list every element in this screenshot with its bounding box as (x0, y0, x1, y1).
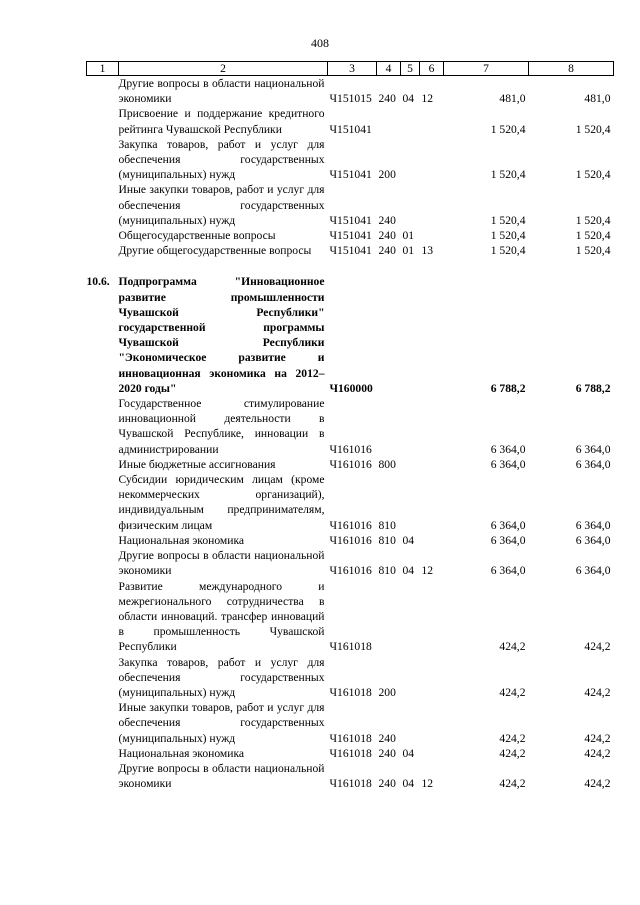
row-name: Закупка товаров, работ и услуг для обеспечения государственных (муниципальных) нужд (118, 137, 325, 182)
table-row (87, 274, 614, 396)
row-amount-col7: 6 364,0 (490, 564, 526, 578)
row-amount-col7: 1 520,4 (490, 229, 526, 243)
row-subsection (420, 396, 444, 457)
row-expense-type: 240 (378, 92, 396, 106)
spacer-cell (87, 258, 614, 274)
row-amount-col7: 424,2 (499, 731, 526, 745)
row-expense-type: 810 (378, 564, 396, 578)
row-number (87, 761, 119, 791)
row-section: 04 (402, 746, 415, 760)
row-number (87, 457, 119, 472)
row-section (401, 396, 420, 457)
row-amount-col8: 6 364,0 (575, 442, 611, 456)
row-section (401, 182, 420, 228)
row-number (87, 472, 119, 533)
row-amount-col7: 1 520,4 (490, 168, 526, 182)
row-target-code: Ч161016 (329, 518, 372, 532)
table-row (87, 700, 614, 746)
row-number (87, 396, 119, 457)
row-target-code: Ч151041 (329, 229, 372, 243)
header-col-1: 1 (87, 62, 119, 76)
row-amount-col7: 424,2 (499, 640, 526, 654)
row-amount-col7: 424,2 (499, 685, 526, 699)
table-row (87, 548, 614, 578)
row-number (87, 548, 119, 578)
table-row (87, 137, 614, 183)
row-amount-col7: 1 520,4 (490, 213, 526, 227)
row-amount-col7: 1 520,4 (490, 122, 526, 136)
row-expense-type (377, 396, 401, 457)
row-name: Государственное стимулирование инновационной деятельности в Чувашской Республике, инновации в администрировании (118, 397, 325, 456)
table-row (87, 761, 614, 791)
row-expense-type: 800 (378, 457, 396, 471)
row-name: Закупка товаров, работ и услуг для обеспечения государственных (муниципальных) нужд (118, 655, 325, 699)
row-amount-col8: 6 364,0 (575, 457, 611, 471)
row-amount-col8: 6 364,0 (575, 564, 611, 578)
row-target-code: Ч151041 (329, 213, 372, 227)
row-target-code: Ч160000 (329, 381, 373, 395)
table-row (87, 76, 614, 107)
row-target-code: Ч151041 (329, 168, 372, 182)
row-expense-type (377, 274, 401, 396)
budget-table (86, 61, 614, 791)
row-amount-col7: 6 364,0 (490, 518, 526, 532)
row-number (87, 533, 119, 548)
row-expense-type: 240 (378, 229, 396, 243)
row-subsection (420, 137, 444, 183)
row-target-code: Ч161018 (329, 777, 372, 791)
row-name: Национальная экономика (118, 746, 245, 760)
row-subsection: 12 (421, 92, 434, 106)
row-number (87, 243, 119, 258)
row-subsection: 12 (421, 564, 434, 578)
row-target-code: Ч161018 (329, 746, 372, 760)
row-amount-col7: 1 520,4 (490, 244, 526, 258)
row-section: 04 (402, 92, 415, 106)
row-number (87, 746, 119, 761)
table-row (87, 579, 614, 655)
row-amount-col8: 6 364,0 (575, 533, 611, 547)
row-amount-col8: 481,0 (584, 92, 611, 106)
row-section: 01 (402, 229, 415, 243)
row-name: Иные бюджетные ассигнования (118, 457, 276, 471)
header-col-8: 8 (529, 62, 614, 76)
row-amount-col8: 424,2 (584, 640, 611, 654)
row-amount-col7: 6 364,0 (490, 533, 526, 547)
row-name: Другие вопросы в области национальной экономики (118, 549, 325, 578)
header-row (87, 62, 614, 76)
row-expense-type: 240 (378, 731, 396, 745)
row-amount-col7: 6 788,2 (490, 381, 526, 395)
table-row (87, 228, 614, 243)
row-expense-type: 810 (378, 518, 396, 532)
row-amount-col8: 6 788,2 (575, 381, 611, 395)
row-amount-col8: 1 520,4 (575, 213, 611, 227)
row-number (87, 655, 119, 701)
row-amount-col7: 424,2 (499, 777, 526, 791)
row-number (87, 579, 119, 655)
row-amount-col8: 1 520,4 (575, 122, 611, 136)
row-amount-col8: 1 520,4 (575, 229, 611, 243)
row-subsection (420, 457, 444, 472)
row-section (401, 579, 420, 655)
table-header (87, 62, 614, 76)
row-name: Развитие международного и межрегионального сотрудничества в области инноваций. трансфер инноваций в промышленность Чувашской Республики (118, 579, 325, 654)
row-subsection (420, 655, 444, 701)
row-target-code: Ч151041 (329, 122, 372, 136)
row-section (401, 700, 420, 746)
row-name: Другие вопросы в области национальной экономики (118, 761, 325, 791)
row-name: Присвоение и поддержание кредитного рейтинга Чувашской Республики (118, 107, 325, 136)
table-row (87, 655, 614, 701)
row-expense-type: 240 (378, 746, 396, 760)
row-subsection (420, 700, 444, 746)
row-expense-type: 200 (378, 685, 396, 699)
row-section (401, 274, 420, 396)
table-row (87, 472, 614, 533)
row-amount-col7: 481,0 (499, 92, 526, 106)
row-number (87, 106, 119, 136)
table-body (87, 76, 614, 792)
row-target-code: Ч161018 (329, 640, 372, 654)
row-section: 04 (402, 564, 415, 578)
row-expense-type (377, 106, 401, 136)
row-subsection (420, 579, 444, 655)
header-col-7: 7 (444, 62, 529, 76)
row-expense-type: 240 (378, 213, 396, 227)
row-expense-type: 240 (378, 244, 396, 258)
table-row (87, 182, 614, 228)
row-expense-type (377, 579, 401, 655)
row-subsection: 12 (421, 777, 434, 791)
row-subsection (420, 533, 444, 548)
row-amount-col8: 1 520,4 (575, 244, 611, 258)
header-col-5: 5 (401, 62, 420, 76)
row-amount-col8: 424,2 (584, 685, 611, 699)
header-col-3: 3 (328, 62, 377, 76)
row-subsection (420, 472, 444, 533)
spacer-row (87, 258, 614, 274)
row-amount-col7: 6 364,0 (490, 442, 526, 456)
row-section (401, 472, 420, 533)
row-number (87, 76, 119, 107)
table-row (87, 106, 614, 136)
row-number (87, 700, 119, 746)
row-amount-col8: 424,2 (584, 731, 611, 745)
row-amount-col8: 1 520,4 (575, 168, 611, 182)
row-number (87, 137, 119, 183)
row-target-code: Ч151041 (329, 244, 372, 258)
row-target-code: Ч161016 (329, 564, 372, 578)
row-number: 10.6. (86, 275, 110, 289)
row-name: Другие общегосударственные вопросы (118, 244, 312, 258)
page-number: 408 (311, 36, 329, 50)
row-subsection (420, 106, 444, 136)
row-name: Национальная экономика (118, 533, 245, 547)
header-col-2: 2 (119, 62, 328, 76)
row-amount-col8: 424,2 (584, 746, 611, 760)
row-section: 04 (402, 533, 415, 547)
row-target-code: Ч161016 (329, 533, 372, 547)
table-row (87, 457, 614, 472)
row-amount-col7: 6 364,0 (490, 457, 526, 471)
row-subsection (420, 274, 444, 396)
row-section: 04 (402, 777, 415, 791)
row-name: Подпрограмма "Инновационное развитие промышленности Чувашской Республики" государственной программы Чувашской Республики "Экономическое развитие и инновационная экономика на 2012–2020 годы" (118, 275, 325, 395)
row-target-code: Ч151015 (329, 92, 372, 106)
row-expense-type: 240 (378, 777, 396, 791)
row-target-code: Ч161018 (329, 731, 372, 745)
row-amount-col7: 424,2 (499, 746, 526, 760)
row-section: 01 (402, 244, 415, 258)
row-target-code: Ч161018 (329, 685, 372, 699)
row-name: Иные закупки товаров, работ и услуг для обеспечения государственных (муниципальных) нужд (118, 183, 325, 227)
row-section (401, 106, 420, 136)
row-number (87, 228, 119, 243)
table-row (87, 243, 614, 258)
table-row (87, 396, 614, 457)
row-subsection (420, 182, 444, 228)
row-expense-type: 810 (378, 533, 396, 547)
row-name: Общегосударственные вопросы (118, 229, 276, 243)
row-name: Другие вопросы в области национальной экономики (118, 77, 325, 106)
row-number (87, 182, 119, 228)
row-target-code: Ч161016 (329, 457, 372, 471)
header-col-6: 6 (420, 62, 444, 76)
row-subsection (420, 228, 444, 243)
row-amount-col8: 6 364,0 (575, 518, 611, 532)
header-col-4: 4 (377, 62, 401, 76)
table-row (87, 746, 614, 761)
row-name: Субсидии юридическим лицам (кроме некоммерческих организаций), индивидуальным предпринимателям, физическим лицам (118, 473, 325, 532)
row-amount-col8: 424,2 (584, 777, 611, 791)
row-section (401, 655, 420, 701)
row-section (401, 457, 420, 472)
row-name: Иные закупки товаров, работ и услуг для обеспечения государственных (муниципальных) нужд (118, 701, 325, 745)
row-expense-type: 200 (378, 168, 396, 182)
row-subsection (420, 746, 444, 761)
row-target-code: Ч161016 (329, 442, 372, 456)
row-section (401, 137, 420, 183)
table-row (87, 533, 614, 548)
row-subsection: 13 (421, 244, 434, 258)
